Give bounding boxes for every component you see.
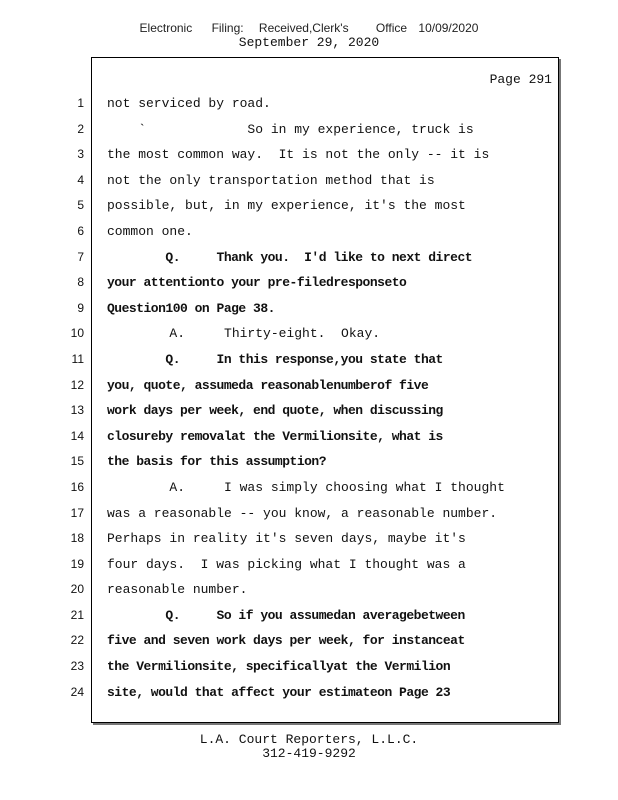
transcript-line-question: site, would that affect your estimateon Page 23: [107, 684, 451, 700]
transcript-line: ` So in my experience, truck is: [107, 121, 474, 137]
transcript-line: not serviced by road.: [107, 96, 271, 111]
line-number: 8: [77, 275, 84, 290]
filing-stamp: [0, 20, 618, 36]
line-number: 22: [70, 633, 84, 648]
reporter-company: L.A. Court Reporters, L.L.C.: [199, 732, 419, 747]
line-number: 11: [71, 351, 84, 366]
transcript-line: common one.: [107, 223, 193, 239]
transcript-line-question: Question100 on Page 38.: [107, 300, 275, 316]
line-numbers: [44, 91, 84, 705]
transcript-date: September 29, 2020: [238, 35, 380, 50]
line-number: 3: [77, 147, 84, 162]
line-number: 13: [70, 403, 84, 418]
line-number: 10: [70, 326, 84, 341]
line-number: 24: [70, 684, 84, 699]
line-number: 2: [77, 121, 84, 136]
transcript-line-question: the basis for this assumption?: [107, 454, 327, 470]
line-number: 14: [70, 428, 84, 443]
transcript-line-question: you, quote, assumeda reasonablenumberof five: [107, 377, 429, 393]
filing-word-5: 10/09/2020: [418, 21, 479, 35]
transcript-line: was a reasonable -- you know, a reasonable number.: [107, 505, 498, 521]
line-number: 20: [70, 582, 84, 597]
transcript-line-question: Q. So if you assumedan averagebetween: [107, 607, 465, 623]
reporter-phone: 312-419-9292: [262, 746, 356, 761]
transcript-line-question: your attentionto your pre-filedresponseto: [107, 275, 407, 291]
filing-word-2: Filing:: [211, 21, 244, 35]
transcript-text: [107, 91, 547, 705]
transcript-line-question: Q. Thank you. I'd like to next direct: [107, 249, 473, 265]
page-number: Page 291: [489, 72, 552, 87]
line-number: 16: [70, 479, 84, 494]
transcript-line-question: the Vermilionsite, specificallyat the Vermilion: [107, 659, 451, 675]
line-number: 1: [77, 96, 84, 110]
line-number: 7: [77, 249, 84, 264]
transcript-line: Perhaps in reality it's seven days, maybe it's: [107, 531, 466, 547]
line-number: 18: [70, 531, 84, 546]
transcript-line-question: work days per week, end quote, when discussing: [107, 403, 443, 419]
line-number: 19: [70, 556, 84, 571]
transcript-line: possible, but, in my experience, it's the most: [107, 198, 466, 214]
line-number: 21: [70, 607, 84, 622]
transcript-line: reasonable number.: [107, 582, 248, 598]
filing-word-3: Received,Clerk's: [258, 21, 349, 35]
line-number: 12: [70, 377, 84, 392]
transcript-line-question: closureby removalat the Vermilionsite, what is: [107, 428, 443, 444]
line-number: 5: [77, 198, 84, 213]
page-header: [0, 20, 618, 50]
transcript-line: A. I was simply choosing what I thought: [107, 479, 505, 495]
transcript-line: four days. I was picking what I thought was a: [107, 556, 466, 572]
line-number: 6: [77, 223, 84, 238]
line-number: 17: [70, 505, 84, 520]
transcript-line-question: five and seven work days per week, for instanceat: [107, 633, 465, 649]
page-footer: [0, 733, 618, 761]
transcript-line-question: Q. In this response,you state that: [107, 351, 443, 367]
transcript-line: the most common way. It is not the only -- it is: [107, 147, 490, 163]
transcript-line: A. Thirty-eight. Okay.: [107, 326, 381, 342]
line-number: 23: [70, 659, 84, 674]
transcript-line: not the only transportation method that is: [107, 172, 435, 188]
line-number: 15: [70, 454, 84, 469]
line-number: 9: [77, 300, 84, 315]
line-number: 4: [77, 172, 84, 187]
filing-word-4: Office: [375, 21, 408, 35]
filing-word-1: Electronic: [139, 21, 193, 35]
